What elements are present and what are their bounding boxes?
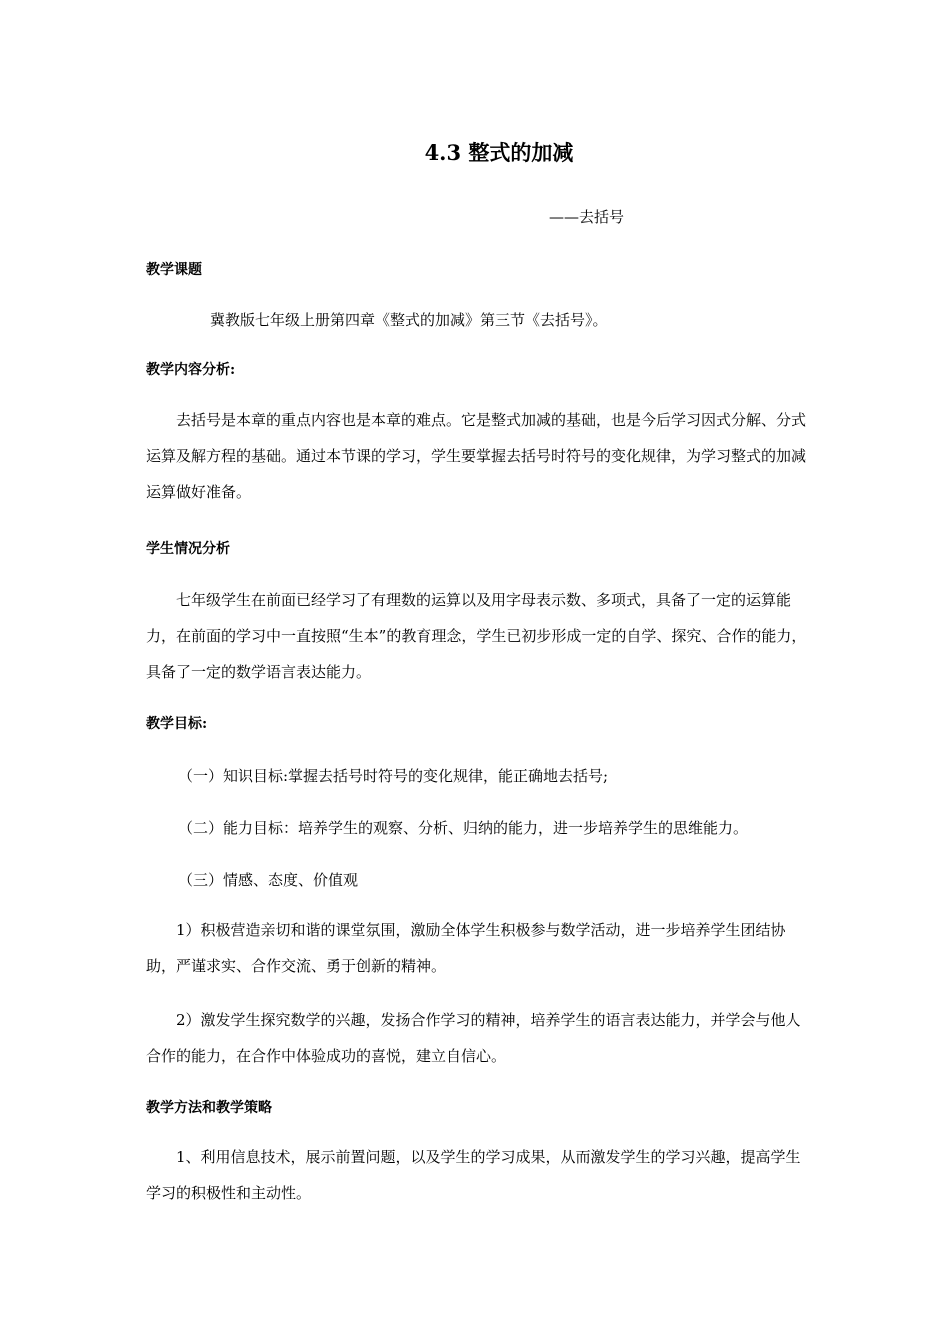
goal-emotion-item-1: 1）积极营造亲切和谐的课堂氛围，激励全体学生积极参与数学活动，进一步培养学生团结协助，严谨求实、合作交流、勇于创新的精神。 bbox=[146, 921, 786, 975]
method-item-1: 1、利用信息技术，展示前置问题，以及学生的学习成果，从而激发学生的学习兴趣，提高学生学习的积极性和主动性。 bbox=[146, 1148, 801, 1202]
heading-student-analysis: 学生情况分析 bbox=[146, 541, 230, 557]
heading-goals: 教学目标: bbox=[146, 716, 208, 732]
document-title: 4.3 整式的加减 bbox=[424, 140, 574, 165]
heading-topic: 教学课题 bbox=[146, 262, 202, 278]
goal-ability: （二）能力目标：培养学生的观察、分析、归纳的能力，进一步培养学生的思维能力。 bbox=[178, 819, 749, 837]
document-subtitle: ——去括号 bbox=[549, 208, 625, 226]
paragraph-topic: 冀教版七年级上册第四章《整式的加减》第三节《去括号》。 bbox=[210, 311, 608, 329]
heading-content-analysis: 教学内容分析: bbox=[146, 362, 236, 378]
paragraph-student-analysis: 七年级学生在前面已经学习了有理数的运算以及用字母表示数、多项式，具备了一定的运算能力，在前面的学习中一直按照“生本”的教育理念，学生已初步形成一定的自学、探究、合作的能力，具备了一定的数学语言表达能力。 bbox=[146, 591, 807, 681]
heading-methods: 教学方法和教学策略 bbox=[146, 1100, 272, 1116]
goal-emotion-item-2: 2）激发学生探究数学的兴趣，发扬合作学习的精神，培养学生的语言表达能力，并学会与他人合作的能力，在合作中体验成功的喜悦，建立自信心。 bbox=[146, 1011, 801, 1065]
paragraph-content-analysis: 去括号是本章的重点内容也是本章的难点。它是整式加减的基础，也是今后学习因式分解、分式运算及解方程的基础。通过本节课的学习，学生要掌握去括号时符号的变化规律，为学习整式的加减运算做好准备。 bbox=[146, 411, 807, 501]
goal-knowledge: （一）知识目标:掌握去括号时符号的变化规律，能正确地去括号; bbox=[178, 767, 609, 785]
goal-emotion: （三）情感、态度、价值观 bbox=[178, 871, 359, 889]
